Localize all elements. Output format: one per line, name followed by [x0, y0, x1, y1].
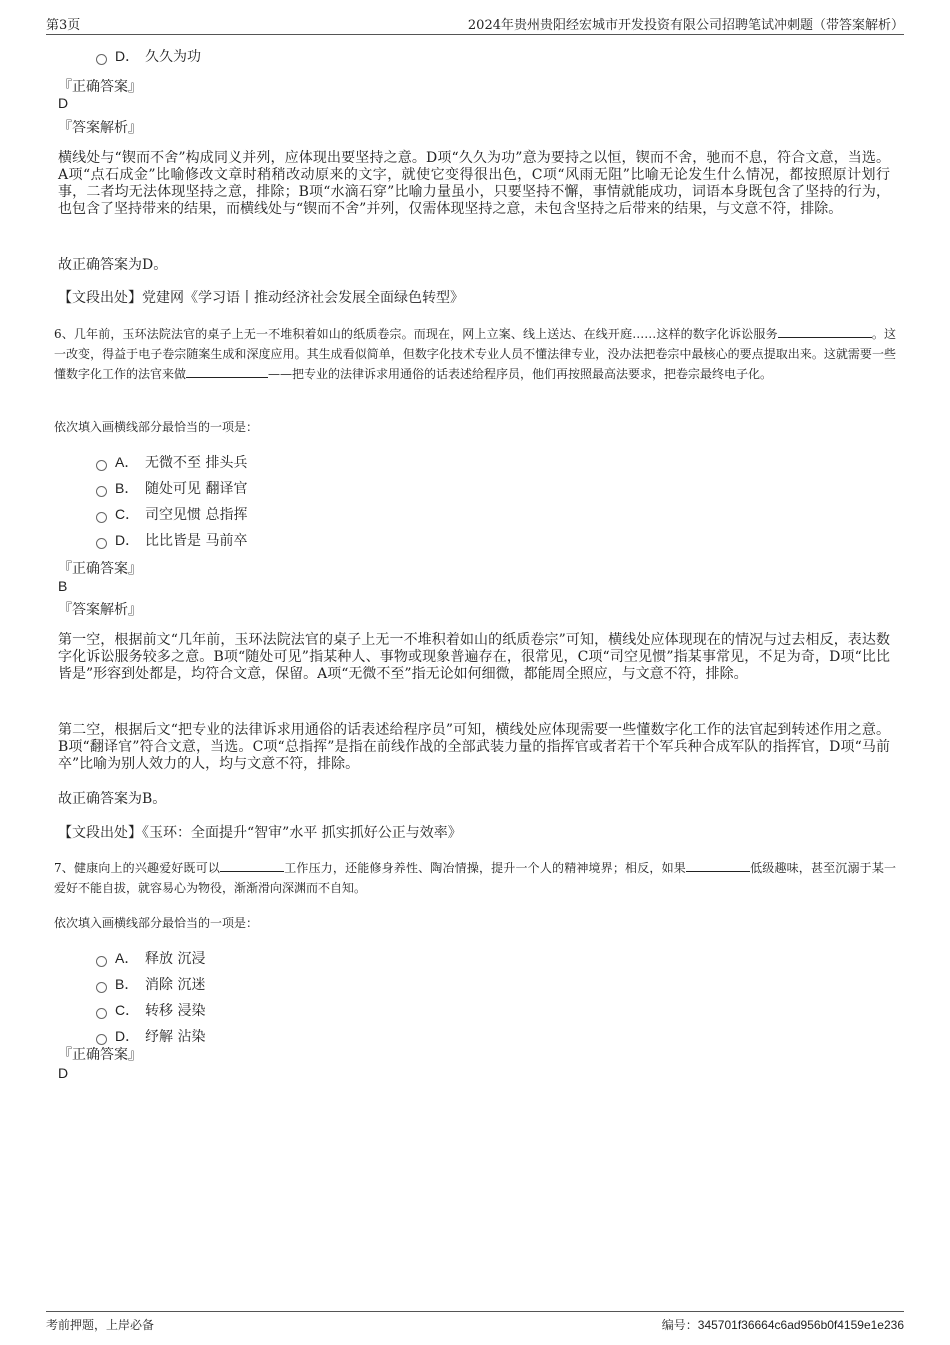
radio-icon[interactable] [96, 538, 107, 549]
q6-option-a[interactable]: A． 无微不至 排头兵 [96, 452, 247, 472]
answer-value: B [58, 578, 68, 594]
radio-icon[interactable] [96, 956, 107, 967]
document-code: 编号：345701f36664c6ad956b0f4159e1e236 [661, 1318, 904, 1332]
radio-icon[interactable] [96, 512, 107, 523]
analysis-label: 『答案解析』 [58, 602, 142, 618]
radio-icon[interactable] [96, 486, 107, 497]
document-title: 2024年贵州贵阳经宏城市开发投资有限公司招聘笔试冲刺题（带答案解析） [467, 18, 904, 33]
page-footer [46, 1311, 904, 1337]
q6-option-d[interactable]: D． 比比皆是 马前卒 [96, 530, 247, 550]
radio-icon[interactable] [96, 1034, 107, 1045]
q7-option-c[interactable]: C． 转移 浸染 [96, 1000, 205, 1020]
source-citation: 【文段出处】党建网《学习语丨推动经济社会发展全面绿色转型》 [58, 290, 464, 306]
conclusion: 故正确答案为D。 [58, 257, 168, 273]
prev-option-d[interactable]: D． 久久为功 [96, 46, 201, 66]
radio-icon[interactable] [96, 54, 107, 65]
answer-label: 『正确答案』 [58, 79, 142, 95]
question-7-text: 7、健康向上的兴趣爱好既可以 工作压力，还能修身养性、陶冶情操，提升一个人的精神境界；相反，如果 低级趣味，甚至沉溺于某一爱好不能自拔，就容易心为物役，渐渐滑向深渊而不自知。 [54, 861, 896, 895]
q6-option-c[interactable]: C． 司空见惯 总指挥 [96, 504, 247, 524]
q7-option-a[interactable]: A． 释放 沉浸 [96, 948, 205, 968]
conclusion: 故正确答案为B。 [58, 791, 167, 807]
analysis-text-2: 第二空，根据后文“把专业的法律诉求用通俗的话表述给程序员”可知，横线处应体现需要一些懂数字化工作的法官起到转述作用之意。B项“翻译官”符合文意，当选。C项“总指挥”是指在前线作战的全部武装力量的指挥官或者若干个军兵种合成军队的指挥官，D项“马前卒”比喻为别人效力的人，均与文意不符，排除。 [58, 722, 890, 772]
analysis-text: 横线处与“锲而不舍”构成同义并列，应体现出要坚持之意。D项“久久为功”意为要持之以恒，锲而不舍，驰而不息，符合文意，当选。A项“点石成金”比喻修改文章时稍稍改动原来的文字，就使它变得很出色，C项“风雨无阻”比喻无论发生什么情况，都按照原计划行事，二者均无法体现坚持之意，排除；B项“水滴石穿”比喻力量虽小，只要坚持不懈，事情就能成功，词语本身既包含了坚持的行为，也包含了坚持带来的结果，而横线处与“锲而不舍”并列，仅需体现坚持之意，未包含坚持之后带来的结果，与文意不符，排除。 [58, 150, 890, 217]
question-6-text: 6、几年前，玉环法院法官的桌子上无一不堆积着如山的纸质卷宗。而现在，网上立案、线上送达、在线开庭……这样的数字化诉讼服务 。这一改变，得益于电子卷宗随案生成和深度应用。其生成看似简单，但数字化技术专业人员不懂法律专业，没办法把卷宗中最核心的要点提取出来。这就需要一些懂数字化工作的法官来做 ——把专业的法律诉求用通俗的话表述给程序员，他们再按照最高法要求，把卷宗最终电子化。 [54, 327, 896, 381]
answer-label: 『正确答案』 [58, 561, 142, 577]
q7-option-b[interactable]: B． 消除 沉迷 [96, 974, 205, 994]
source-citation: 【文段出处】《玉环：全面提升“智审”水平 抓实抓好公正与效率》 [58, 825, 462, 841]
blank-2 [186, 365, 268, 378]
q7-option-d[interactable]: D． 纾解 沾染 [96, 1026, 205, 1046]
answer-value: D [58, 95, 69, 111]
analysis-label: 『答案解析』 [58, 120, 142, 136]
blank-2 [686, 859, 750, 872]
q6-option-b[interactable]: B． 随处可见 翻译官 [96, 478, 247, 498]
page-number: 第3页 [46, 18, 81, 33]
footer-slogan: 考前押题，上岸必备 [46, 1318, 155, 1332]
radio-icon[interactable] [96, 460, 107, 471]
question-prompt: 依次填入画横线部分最恰当的一项是： [54, 916, 259, 930]
blank-1 [220, 859, 284, 872]
answer-label: 『正确答案』 [58, 1047, 142, 1063]
question-prompt: 依次填入画横线部分最恰当的一项是： [54, 420, 259, 434]
analysis-text-1: 第一空，根据前文“几年前，玉环法院法官的桌子上无一不堆积着如山的纸质卷宗”可知，横线处应体现现在的情况与过去相反，表达数字化诉讼服务较多之意。B项“随处可见”指某种人、事物或现象普遍存在，很常见，C项“司空见惯”指某事常见，不足为奇，D项“比比皆是”形容到处都是，均符合文意，保留。A项“无微不至”指无论如何细微，都能周全照应，与文意不符，排除。 [58, 632, 890, 682]
radio-icon[interactable] [96, 982, 107, 993]
radio-icon[interactable] [96, 1008, 107, 1019]
answer-value: D [58, 1065, 69, 1081]
blank-1 [778, 325, 872, 338]
